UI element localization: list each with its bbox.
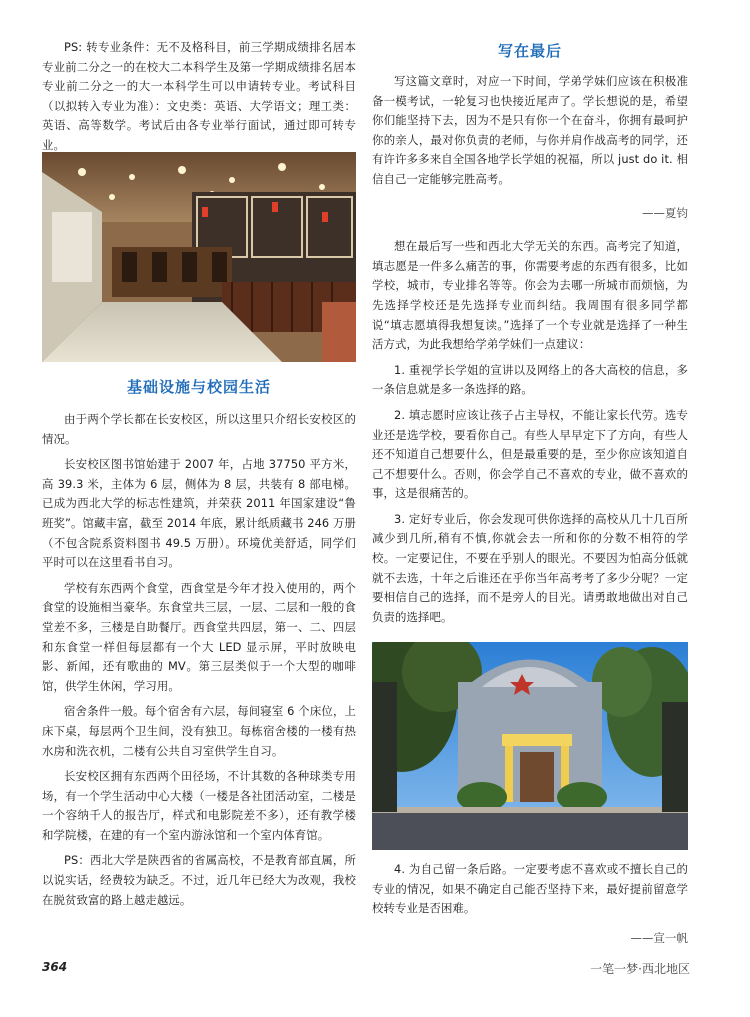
advice-item-3: 3. 定好专业后，你会发现可供你选择的高校从几十几百所减少到几所,稍有不慎,你就会去一所和你的分数不相符的学校。一定要记住，不要在乎别人的眼光。不要因为怕高分低就就不去选，十年之后谁还在乎你当年高考考了多少分呢？一定要相信自己的选择，而不是旁人的目光。请勇敢地做出对自己负责的选择吧。: [372, 511, 688, 624]
paragraph-campus-intro: 由于两个学长都在长安校区，所以这里只介绍长安校区的情况。: [42, 412, 356, 446]
series-title: 一笔一梦·西北地区: [590, 962, 690, 976]
advice-item-1: 1. 重视学长学姐的宣讲以及网络上的各大高校的信息，多一条信息就是多一条选择的路。: [372, 362, 688, 397]
advice-item-2: 2. 填志愿时应该让孩子占主导权，不能让家长代劳。选专业还是选学校，要看你自己。有些人早早定下了方向，有些人还不知道自己想要什么，但是最重要的是，至少你应该知道自己不想要什么。否则，你会学自己不喜欢的专业，做不喜欢的事，这是很痛苦的。: [372, 407, 688, 501]
paragraph-sports: 长安校区拥有东西两个田径场，不计其数的各种球类专用场，有一个学生活动中心大楼（一楼是各社团活动室，二楼是一个容纳千人的报告厅，样式和电影院差不多），还有教学楼和学院楼，在建的有一个室内游泳馆和一个室内体育馆。: [42, 769, 356, 842]
section-heading-final-words: 写在最后: [497, 42, 562, 60]
section-heading-facilities: 基础设施与校园生活: [126, 378, 271, 396]
advice-item-4: 4. 为自己留一条后路。一定要考虑不喜欢或不擅长自己的专业的情况，如果不确定自己能否坚持下来，最好提前留意学校转专业是否困难。: [372, 862, 688, 916]
paragraph-encouragement: 写这篇文章时，对应一下时间，学弟学妹们应该在积极准备一模考试，一轮复习也快接近尾声了。学长想说的是，希望你们能坚持下去，因为不是只有你一个在奋斗，你拥有最呵护你的亲人，最对你负责的老师，与你并肩作战高考的同学，还有许许多多来自全国各地学长学姐的祝福，所以 just do it. 相信自己一定能够完胜高考。: [372, 74, 688, 186]
transfer-note: PS: 转专业条件：无不及格科目，前三学期成绩排名居本专业前二分之一的在校大二本科学生及第一学期成绩排名居本专业前二分之一的大一本科学生可以申请转专业。考试科目（以拟转入专业为准）：文史类：英语、大学语文；理工类：英语、高等数学。考试后由各专业举行面试，通过即可转专业。: [42, 40, 356, 152]
paragraph-funding-note: PS：西北大学是陕西省的省属高校，不是教育部直属，所以说实话，经费较为缺乏。不过，近几年已经大为改观，我校在脱贫致富的路上越走越远。: [42, 853, 356, 907]
signature-xiajun: ——夏钧: [642, 205, 688, 220]
cafeteria-photo: [42, 152, 356, 362]
page-number: 364: [42, 960, 68, 974]
paragraph-cafeteria: 学校有东西两个食堂，西食堂是今年才投入使用的，两个食堂的设施相当豪华。东食堂共三层，一层、二层和一般的食堂差不多，三楼是自助餐厅。西食堂共四层，第一、二、四层和东食堂一样但每层都有一个大 LED 显示屏，平时放映电影、新闻，还有歌曲的 MV。第三层类似于一个大型的咖啡馆，供学生休闲，学习用。: [42, 580, 356, 693]
signature-xuanyifan: ——宣一帆: [630, 930, 688, 945]
paragraph-dormitory: 宿舍条件一般。每个宿舍有六层，每间寝室 6 个床位，上床下桌，每层两个卫生间，没有独卫。每栋宿舍楼的一楼有热水房和洗衣机，二楼有公共自习室供学生自习。: [42, 704, 356, 758]
paragraph-library: 长安校区图书馆始建于 2007 年，占地 37750 平方米，高 39.3 米，主体为 6 层，侧体为 8 层，共装有 8 部电梯。已成为西北大学的标志性建筑，并荣获 2011 年国家建设“鲁班奖”。馆藏丰富，截至 2014 年底，累计纸质藏书 246 万册（不包含院系资料图书 49.5 万册）。环境优美舒适，同学们平时可以在这里看书自习。: [42, 457, 356, 570]
paragraph-application-advice: 想在最后写一些和西北大学无关的东西。高考完了知道，填志愿是一件多么痛苦的事，你需要考虑的东西有很多，比如学校，城市，专业排名等等。你会为去哪一所城市而烦恼，为先选择学校还是先选择专业而纠结。我周围有很多同学都说“填志愿填得我想复读。”选择了一个专业就是选择了一种生活方式，为此我想给学弟学妹们一点建议：: [372, 239, 688, 352]
building-photo: [372, 642, 688, 850]
